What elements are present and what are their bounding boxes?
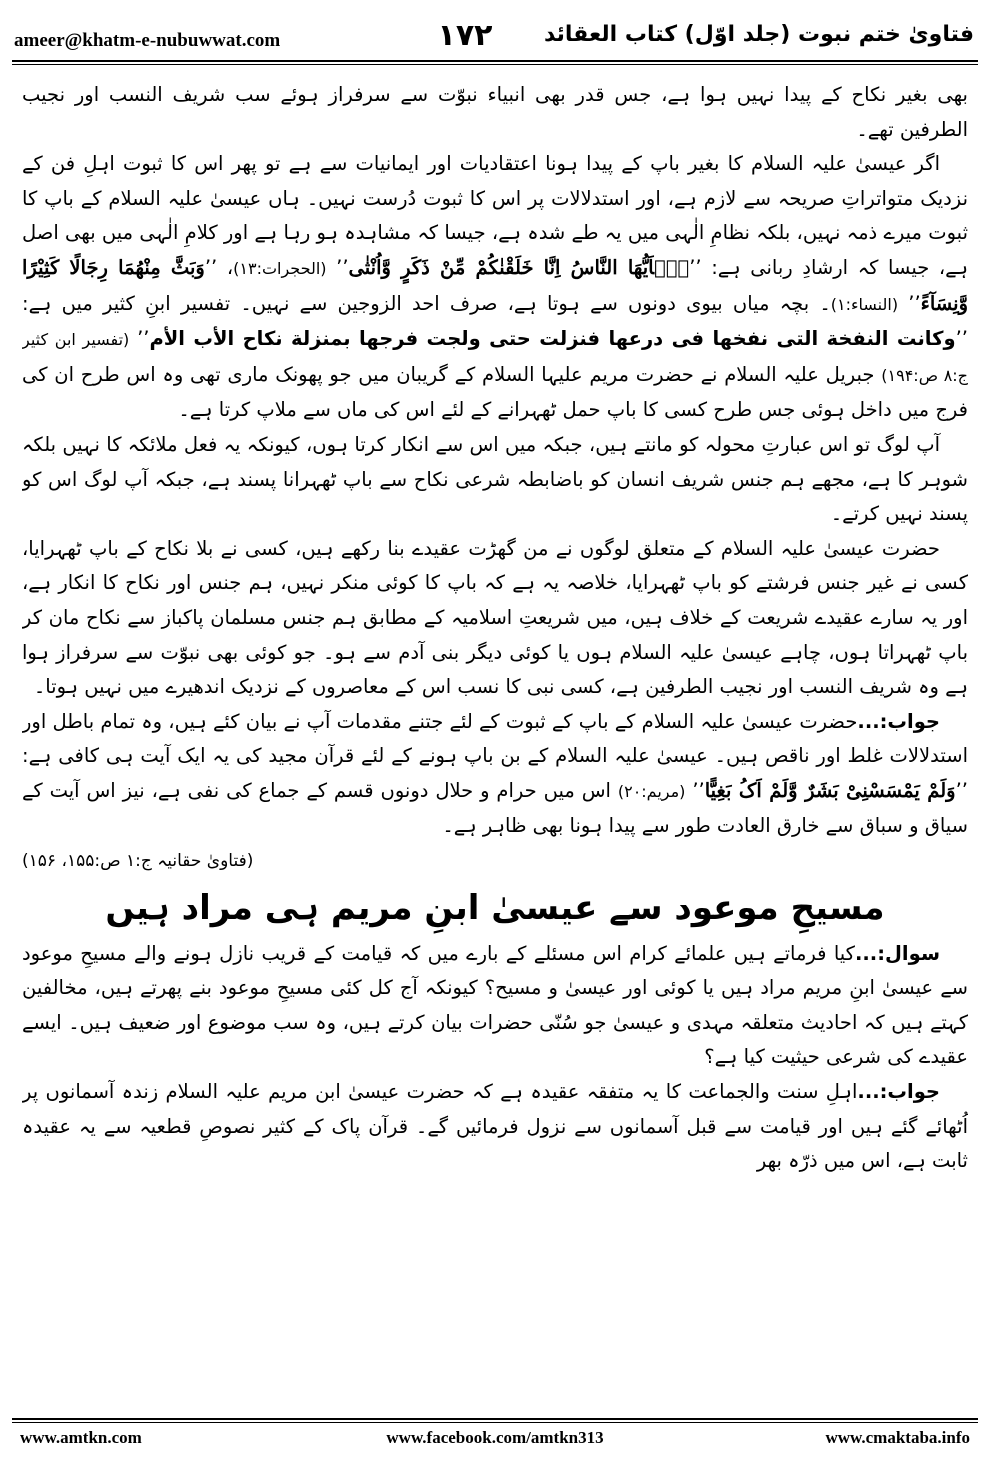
header-email: ameer@khatm-e-nubuwwat.com: [14, 30, 281, 51]
answer-paragraph: [22, 1075, 968, 1179]
paragraph-text: آپ لوگ تو اس عبارتِ محولہ کو مانتے ہیں، جبکہ میں اس سے انکار کرتا ہوں، کیونکہ یہ فعل ملائکہ کا نہیں بلکہ شوہر کا ہے، مجھے ہم جنس شریف انسان کو باضابطہ شرعی نکاح سے باپ ٹھہرانا پسند ہے، جبکہ آپ لوگ اس کو پسند نہیں کرتے۔: [22, 432, 968, 526]
answer-paragraph: جواب:...حضرت عیسیٰ علیہ السلام کے باپ کے ثبوت کے لئے جتنے مقدمات آپ نے بیان کئے ہیں، وہ تمام باطل اور استدلالات غلط اور ناقص ہیں۔ عیسیٰ علیہ السلام کے بن باپ ہونے کے لئے قرآن مجید کی یہ ایک آیت ہی کافی ہے: ’’وَلَمْ یَمْسَسْنِیْ بَشَرٌ وَّلَمْ اَکُ بَغِیًّا’’ (مریم:۲۰) اس میں حرام و حلال دونوں قسم کے جماع کی نفی ہے، نیز اس آیت کے سیاق و سباق سے خارق العادت طور سے پیدا ہونا بھی ظاہر ہے۔: [22, 709, 968, 838]
page-number: ۱۷۲: [437, 18, 493, 53]
answer-text: اہلِ سنت والجماعت کا یہ متفقہ عقیدہ ہے کہ حضرت عیسیٰ ابن مریم علیہ السلام زندہ آسمانوں پر اُٹھائے گئے ہیں اور قیامت سے قبل آسمانوں سے نزول فرمائیں گے۔ قرآن پاک کے کثیر نصوصِ قطعیہ سے یہ عقیدہ ثابت ہے، اس میں ذرّہ بھر: [22, 1080, 968, 1173]
section-title: مسیحِ موعود سے عیسیٰ ابنِ مریم ہی مراد ہیں: [105, 887, 885, 928]
verse-reference: (النساء:۱): [830, 294, 899, 314]
verse-reference: (مریم:۲۰): [617, 781, 686, 801]
paragraph-text: بچہ میاں بیوی دونوں سے ہوتا ہے، صرف احد الزوجین سے نہیں۔ تفسیر ابنِ کثیر میں ہے: ’’: [22, 291, 968, 351]
header-rule: [12, 60, 978, 62]
footer-maktaba-link[interactable]: www.cmaktaba.info: [825, 1428, 970, 1447]
answer-text: حضرت عیسیٰ علیہ السلام کے باپ کے ثبوت کے لئے جتنے مقدمات آپ نے بیان کئے ہیں، وہ تمام باطل اور استدلالات غلط اور ناقص ہیں۔ عیسیٰ علیہ السلام کے بن باپ ہونے کے لئے قرآن مجید کی یہ ایک آیت ہی کافی ہے: ’’: [22, 709, 968, 802]
answer-label: جواب:...: [857, 1080, 940, 1104]
quran-verse: وَبَثَّ مِنْھُمَا رِجَالًا کَثِیْرًا وَّنِسَآءً: [22, 255, 968, 315]
footer-website-link[interactable]: www.amtkn.com: [20, 1428, 142, 1447]
paragraph: [22, 532, 968, 705]
answer-label: جواب:...: [857, 709, 940, 733]
paragraph: [22, 78, 968, 147]
page-header: [0, 0, 990, 62]
question-paragraph: [22, 937, 968, 1075]
page-body: [22, 78, 968, 1408]
question-text: کیا فرماتے ہیں علمائے کرام اس مسئلے کے بارے میں کہ قیامت کے قریب نازل ہونے والے مسیحِ موعود سے عیسیٰ ابنِ مریم مراد ہیں یا کوئی اور عیسیٰ و مسیح؟ کیونکہ آج کل کئی مسیحِ موعود بنے پھرتے ہیں، مخالفین کہتے ہیں کہ احادیث متعلقہ مہدی و عیسیٰ جو سُنّی حضرات بیان کرتے ہیں، وہ سب موضوع اور ضعیف ہیں۔ ایسے عقیدے کی شرعی حیثیت کیا ہے؟: [22, 941, 968, 1069]
footer-rule-thin: [12, 1422, 978, 1423]
paragraph: [22, 428, 968, 532]
citation-line: [22, 844, 968, 879]
paragraph-text: حضرت عیسیٰ علیہ السلام کے متعلق لوگوں نے من گھڑت عقیدے بنا رکھے ہیں، کسی نے بلا نکاح کے باپ ٹھہرایا، کسی نے غیر جنس فرشتے کو باپ ٹھہرایا، خلاصہ یہ ہے کہ باپ کا کوئی منکر نہیں، ہم جنس اور نکاح کا انکار ہے، اور یہ سارے عقیدے شریعت کے خلاف ہیں، میں شریعتِ اسلامیہ کے مطابق ہم جنس مسلمان پاکباز سے نکاح مان کر باپ ٹھہراتا ہوں، چاہے عیسیٰ علیہ السلام ہوں یا کوئی دیگر بنی آدم سے ہو۔ جو کوئی بھی نبوّت سے سرفراز ہوا ہے وہ شریف النسب اور نجیب الطرفین ہے، کسی نبی کا نسب اس کے معاصروں کے نزدیک اندھیرے میں نہیں ہوتا۔: [22, 536, 968, 699]
paragraph: اگر عیسیٰ علیہ السلام کا بغیر باپ کے پیدا ہونا اعتقادیات اور ایمانیات سے ہے تو پھر اس کا ثبوت اہلِ فن کے نزدیک متواتراتِ صریحہ سے لازم ہے، اور استدلالات پر اس کا ثبوت دُرست نہیں۔ ہاں عیسیٰ علیہ السلام کے باپ کا ثبوت میرے ذمہ نہیں، بلکہ نظامِ الٰہی میں یہ طے شدہ ہے، جیسا کہ مشاہدہ ہو رہا ہے اور کلامِ الٰہی میں بھی اصل ہے، جیسا کہ ارشادِ ربانی ہے: ’’یٰۤاَیُّھَا النَّاسُ اِنَّا خَلَقْنٰکُمْ مِّنْ ذَکَرٍ وَّاُنْثٰی’’ (الحجرات:۱۳)، ’’وَبَثَّ مِنْھُمَا رِجَالًا کَثِیْرًا وَّنِسَآءً’’ (النساء:۱)۔ بچہ میاں بیوی دونوں سے ہوتا ہے، صرف احد الزوجین سے نہیں۔ تفسیر ابنِ کثیر میں ہے: ’’وکانت النفخة التی نفخها فی درعها فنزلت حتی ولجت فرجها بمنزلة نکاح الأب الأم’’ (تفسیر ابن کثیر ج:۸ ص:۱۹۴) جبریل علیہ السلام نے حضرت مریم علیہا السلام کے گریبان میں جو پھونک ماری تھی وہ اس طرح ان کی فرج میں داخل ہوئی جس طرح کسی کا باپ حمل ٹھہرانے کے لئے اس کی ماں سے ملاپ کرتا ہے۔: [22, 152, 968, 422]
quran-verse: وَلَمْ یَمْسَسْنِیْ بَشَرٌ وَّلَمْ اَکُ بَغِیًّا: [704, 778, 956, 802]
question-label: سوال:...: [854, 941, 940, 965]
paragraph-text: جبریل علیہ السلام نے حضرت مریم علیہا السلام کے گریبان میں جو پھونک ماری تھی وہ اس طرح ان کی فرج میں داخل ہوئی جس طرح کسی کا باپ حمل ٹھہرانے کے لئے اس کی ماں سے ملاپ کرتا ہے۔: [22, 362, 968, 422]
tafsir-reference: (تفسیر ابن کثیر ج:۸ ص:۱۹۴): [22, 330, 968, 385]
fatwa-citation: (فتاویٰ حقانیہ ج:۱ ص:۱۵۵، ۱۵۶): [22, 851, 254, 872]
header-rule-thin: [12, 64, 978, 65]
book-title: فتاویٰ ختم نبوت (جلد اوّل) کتاب العقائد: [543, 22, 974, 47]
paragraph-text: بھی بغیر نکاح کے پیدا نہیں ہوا ہے، جس قدر بھی انبیاء نبوّت سے سرفراز ہوئے سب شریف النسب اور نجیب الطرفین تھے۔: [22, 83, 968, 141]
answer-text: اس میں حرام و حلال دونوں قسم کے جماع کی نفی ہے، نیز اس آیت کے سیاق و سباق سے خارق العادت طور سے پیدا ہونا بھی ظاہر ہے۔: [22, 778, 968, 838]
footer-facebook-link[interactable]: www.facebook.com/amtkn313: [386, 1428, 604, 1447]
paragraph-text: اگر عیسیٰ علیہ السلام کا بغیر باپ کے پیدا ہونا اعتقادیات اور ایمانیات سے ہے تو پھر اس کا ثبوت اہلِ فن کے نزدیک متواتراتِ صریحہ سے لازم ہے، اور استدلالات پر اس کا ثبوت دُرست نہیں۔ ہاں عیسیٰ علیہ السلام کے باپ کا ثبوت میرے ذمہ نہیں، بلکہ نظامِ الٰہی میں یہ طے شدہ ہے، جیسا کہ مشاہدہ ہو رہا ہے اور کلامِ الٰہی میں بھی اصل ہے، جیسا کہ ارشادِ ربانی ہے: ’’: [22, 152, 968, 279]
page-footer: [0, 1418, 990, 1460]
quran-verse: یٰۤاَیُّھَا النَّاسُ اِنَّا خَلَقْنٰکُمْ مِّنْ ذَکَرٍ وَّاُنْثٰی: [348, 255, 690, 279]
footer-rule: [12, 1418, 978, 1420]
arabic-quote: وکانت النفخة التی نفخها فی درعها فنزلت حتی ولجت فرجها بمنزلة نکاح الأب الأم: [149, 327, 956, 351]
verse-reference: (الحجرات:۱۳): [233, 258, 327, 278]
